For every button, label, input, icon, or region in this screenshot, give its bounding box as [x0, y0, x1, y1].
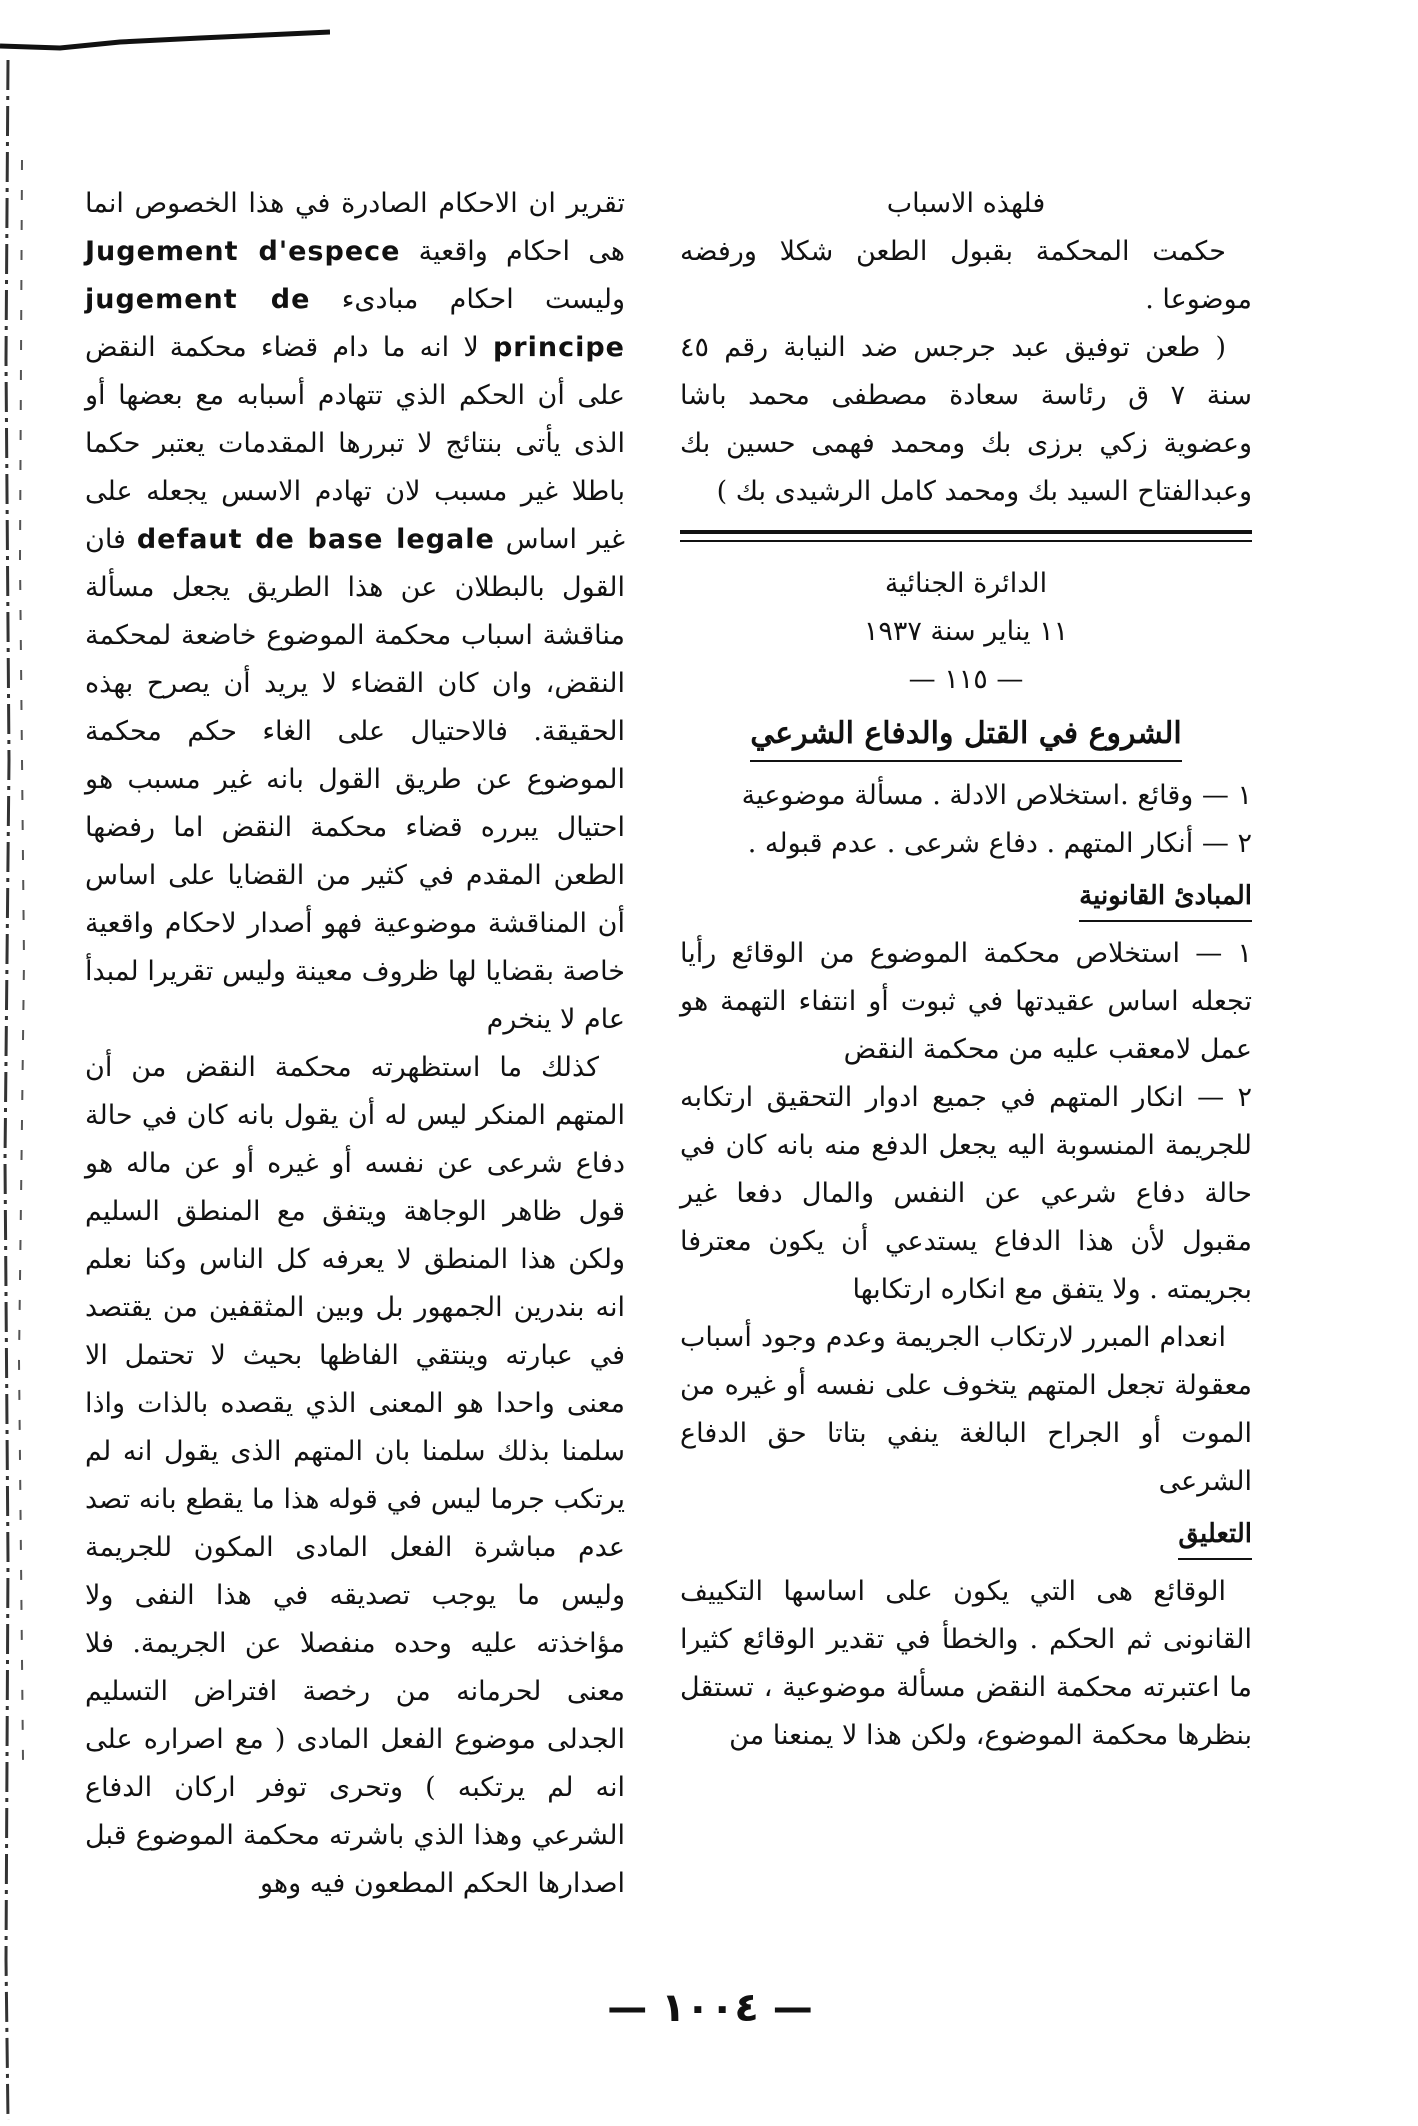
french-term-3: defaut de base legale [136, 524, 495, 555]
topic-wrapper [680, 704, 1252, 772]
left-paragraph-1 [85, 180, 625, 1044]
principle-2: ٢ — انكار المتهم في جميع ادوار التحقيق ارتكابه للجريمة المنسوبة اليه يجعل الدفع منه بانه كان في حالة دفاع شرعي عن النفس والمال دفعا غير مقبول لأن هذا الدفاع يستدعي أن يكون معترفا بجريمته . ولا يتفق مع انكاره ارتكابها [680, 1082, 1252, 1305]
left-para1-part3: لا انه ما دام قضاء محكمة النقض على أن الحكم الذي تتهادم أسبابه مع بعضها أو الذى يأتى بنتائج لا تبررها المقدمات يعتبر حكما باطلا غير مسبب لان تهادم الاسس يجعله على غير اساس [85, 332, 625, 555]
commentary-heading: التعليق [1178, 1510, 1252, 1560]
scan-edge-left [0, 60, 40, 2120]
scan-edge-top [0, 28, 330, 58]
left-para1-part4: فان القول بالبطلان عن هذا الطريق يجعل مسألة مناقشة اسباب محكمة الموضوع خاضعة لمحكمة النقض، وان كان القضاء لا يريد أن يصرح بهذه الحقيقة. فالاحتيال على الغاء حكم محكمة الموضوع عن طريق القول بانه غير مسبب هو احتيال يبرره قضاء محكمة النقض اما رفضها الطعن المقدم في كثير من القضايا على اساس أن المناقشة موضوعية فهو أصدار لاحكام واقعية خاصة بقضايا لها ظروف معينة وليس تقريرا لمبدأ عام لا ينخرم [85, 524, 625, 1035]
right-column [680, 180, 1252, 1760]
left-column [85, 180, 625, 1908]
left-para1-part1: تقرير ان الاحكام الصادرة في هذا الخصوص انما هى احكام واقعية [85, 188, 625, 267]
section-divider [680, 530, 1252, 542]
keyword-2: ٢ — أنكار المتهم . دفاع شرعى . عدم قبوله . [747, 828, 1252, 859]
closing-phrase: فلهذه الاسباب [886, 188, 1046, 219]
french-term-1: Jugement d'espece [85, 236, 401, 267]
left-para1-part2: وليست احكام مبادىء [341, 284, 625, 315]
case-info: ( طعن توفيق عبد جرجس ضد النيابة رقم ٤٥ سنة ٧ ق رئاسة سعادة مصطفى محمد باشا وعضوية زكي برزى بك ومحمد فهمى حسين بك وعبدالفتاح السيد بك ومحمد كامل الرشيدى بك ) [680, 332, 1252, 507]
principles-heading: المبادئ القانونية [1079, 872, 1252, 922]
topic-heading: الشروع في القتل والدفاع الشرعي [750, 710, 1182, 762]
commentary-text: الوقائع هى التي يكون على اساسها التكييف القانونى ثم الحكم . والخطأ في تقدير الوقائع كثيرا ما اعتبرته محكمة النقض مسألة موضوعية ، تستقل بنظرها محكمة الموضوع، ولكن هذا لا يمنعنا من [680, 1576, 1252, 1751]
page-number: — ١٠٠٤ — [607, 1985, 813, 2031]
left-paragraph-2: كذلك ما استظهرته محكمة النقض من أن المتهم المنكر ليس له أن يقول بانه كان في حالة دفاع شرعى عن نفسه أو غيره أو عن ماله هو قول ظاهر الوجاهة ويتفق مع المنطق السليم ولكن هذا المنطق لا يعرفه كل الناس وكنا نعلم انه بندرين الجمهور بل وبين المثقفين من يقتصد في عبارته وينتقي الفاظها بحيث لا تحتمل الا معنى واحدا هو المعنى الذي يقصده بالذات واذا سلمنا بذلك سلمنا بان المتهم الذى يقول انه لم يرتكب جرما ليس في قوله هذا ما يقطع بانه تصد عدم مباشرة الفعل المادى المكون للجريمة وليس ما يوجب تصديقه في هذا النفى ولا مؤاخذته عليه وحده منفصلا عن الجريمة. فلا معنى لحرمانه من رخصة افتراض التسليم الجدلى موضوع الفعل المادى ( مع اصراره على انه لم يرتكبه ) وتحرى توفر اركان الدفاع الشرعي وهذا الذي باشرته محكمة الموضوع قبل اصدارها الحكم المطعون فيه وهو [85, 1052, 625, 1899]
ruling-text: حكمت المحكمة بقبول الطعن شكلا ورفضه موضوعا . [680, 236, 1252, 315]
french-term-2: jugement de principe [85, 284, 625, 363]
chamber-title: الدائرة الجنائية [884, 568, 1048, 599]
session-date: ١١ يناير سنة ١٩٣٧ [863, 616, 1069, 647]
case-number: — ١١٥ — [908, 664, 1024, 695]
keyword-1: ١ — وقائع .استخلاص الادلة . مسألة موضوعية [741, 780, 1252, 811]
principle-1: ١ — استخلاص محكمة الموضوع من الوقائع رأيا تجعله اساس عقيدتها في ثبوت أو انتفاء التهمة هو عمل لامعقب عليه من محكمة النقض [680, 938, 1252, 1065]
principle-3: انعدام المبرر لارتكاب الجريمة وعدم وجود أسباب معقولة تجعل المتهم يتخوف على نفسه أو غيره من الموت أو الجراح البالغة ينفي بتاتا حق الدفاع الشرعى [680, 1322, 1252, 1497]
